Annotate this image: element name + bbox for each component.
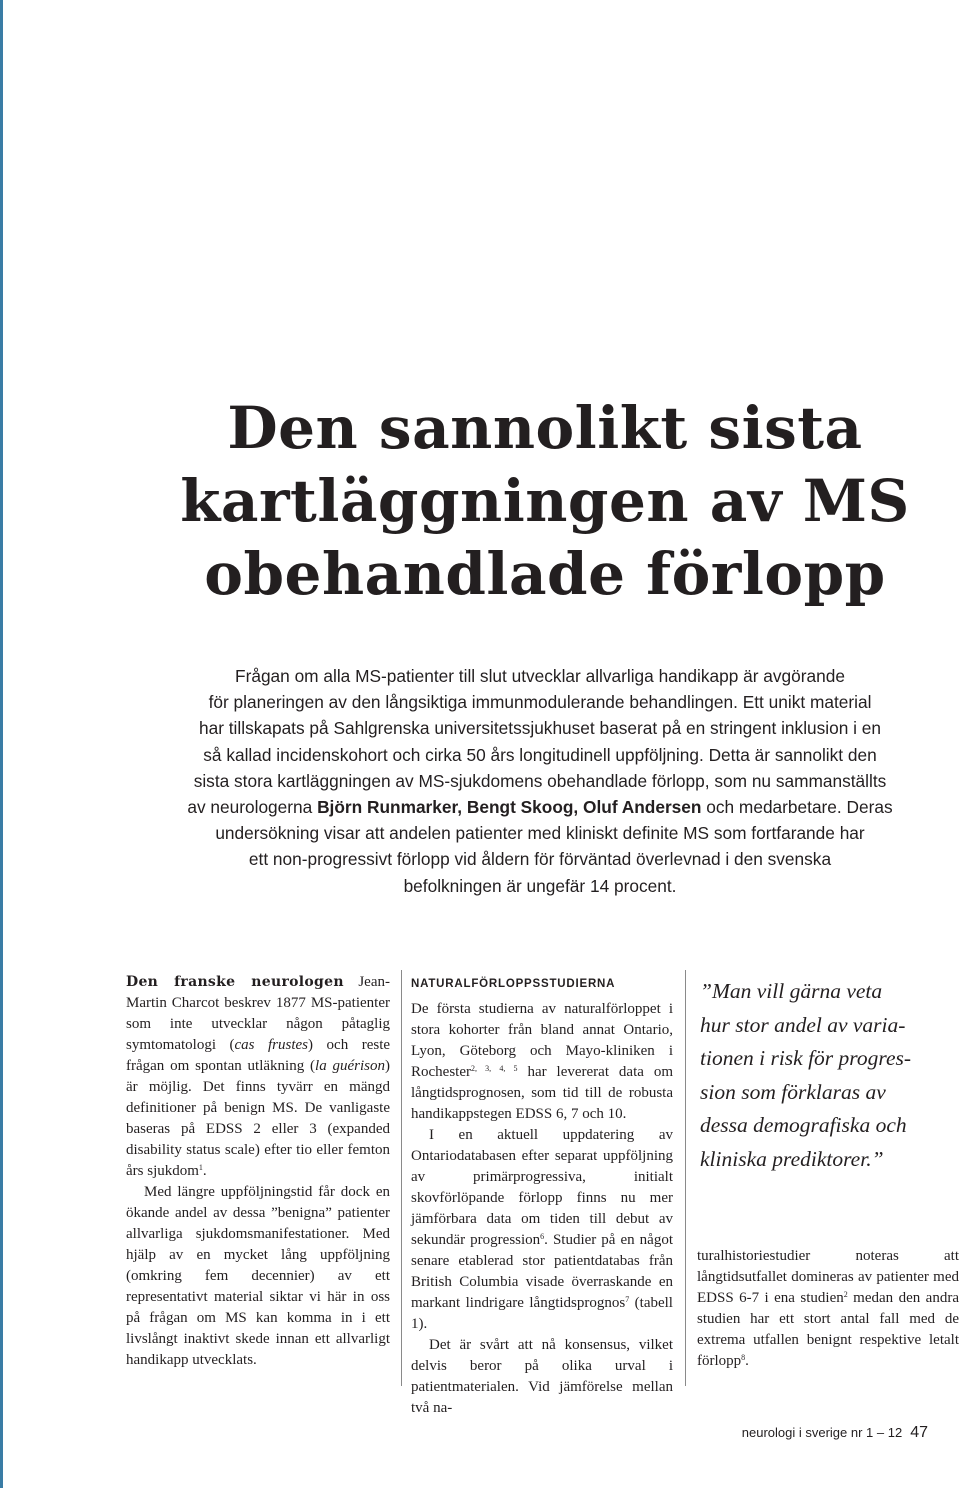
lead-in-text: Den franske neurologen — [126, 974, 344, 990]
body-text: turalhistoriestudier noteras att långtidsutfallet domineras av patienter med EDSS 6-7 i ena studien — [697, 1248, 959, 1306]
quote-line: sion som förklaras av — [700, 1079, 886, 1104]
title-line-1: Den sannolikt sista — [227, 394, 863, 462]
lead-line: för planeringen av den långsiktiga immunmodulerande behandlingen. Ett unikt material — [208, 692, 872, 713]
article-title — [150, 392, 940, 611]
lead-line: Frågan om alla MS-patienter till slut utvecklar allvarliga handikapp är avgörande — [235, 666, 845, 686]
pull-quote — [700, 975, 948, 1176]
body-column-2 — [411, 972, 673, 1419]
body-text: I en aktuell uppdatering av Ontariodatabasen efter separat uppföljning av primärprogressiva, initialt skovförlöpande förlopp finns nu mer jämförbara data om tiden till debut av sekundär progression — [411, 1127, 673, 1248]
body-text: ) är möjlig. Det finns tyvärr en mängd definitioner på benign MS. De vanligaste baseras på EDSS 2 eller 3 (expanded disability status scale) efter tio eller femton års sjukdom — [126, 1058, 391, 1179]
reference-superscript: 8 — [741, 1353, 746, 1362]
body-text: har levererat data om långtidsprognosen, som tid till de robusta handikappstegen EDSS 6, 7 och 10. — [411, 1064, 674, 1122]
body-text: (tabell 1). — [411, 1295, 673, 1332]
reference-superscript: 2, 3, 4, 5 — [470, 1064, 518, 1073]
lead-paragraph — [130, 663, 950, 899]
section-subheading: NATURALFÖRLOPPSSTUDIERNA — [411, 978, 616, 990]
page-number: 47 — [910, 1424, 928, 1441]
lead-line: ett non-progressivt förlopp vid åldern för förväntad överlevnad i den svenska — [248, 849, 832, 870]
quote-line: ”Man vill gärna veta — [700, 979, 883, 1003]
reference-superscript: 6 — [540, 1232, 545, 1241]
lead-line: så kallad incidenskohort och cirka 50 års longitudinell uppföljning. Detta är sannolikt den — [203, 744, 877, 765]
body-text: . Studier på en något senare etablerad stor patientdatabas från British Columbia visade överraskande en markant lindrigare långtidsprognos — [411, 1232, 673, 1311]
lead-line: undersökning visar att andelen patienter med kliniskt definite MS som fortfarande har — [215, 823, 865, 844]
body-text: . — [745, 1353, 749, 1369]
reference-superscript: 1 — [198, 1163, 203, 1172]
page-footer — [742, 1424, 928, 1442]
body-text: . — [202, 1163, 207, 1179]
quote-line: kliniska prediktorer.” — [700, 1146, 884, 1171]
lead-line-authors — [130, 794, 950, 820]
quote-line: dessa demografiska och — [700, 1113, 907, 1137]
lead-line: sista stora kartläggningen av MS-sjukdomens obehandlade förlopp, som nu sammanställts — [193, 770, 887, 791]
body-paragraph — [411, 999, 673, 1125]
body-column-3 — [697, 1246, 959, 1372]
column-divider — [401, 970, 402, 1386]
lead-text: av neurologerna — [187, 797, 318, 818]
body-column-1 — [126, 972, 390, 1371]
body-text: medan den andra studien har ett stort antal fall med de extrema utfallen benignt respektive letalt förlopp — [697, 1290, 959, 1369]
body-text: De första studierna av naturalförloppet i stora kohorter från bland annat Ontario, Lyon, Göteborg och Mayo-kliniken i Rochester — [411, 1001, 673, 1080]
body-paragraph — [126, 972, 390, 1182]
body-paragraph — [411, 1125, 673, 1335]
body-text: Jean-Martin Charcot beskrev 1877 MS-patienter som inte utvecklar någon påtaglig symtomatologi ( — [126, 974, 390, 1053]
column-divider — [685, 970, 686, 1386]
journal-name: neurologi i sverige nr 1 – 12 — [741, 1425, 903, 1440]
quote-line: hur stor andel av varia- — [700, 1012, 906, 1037]
lead-text: och medarbetare. Deras — [701, 797, 893, 818]
reference-superscript: 2 — [843, 1290, 848, 1299]
lead-line: befolkningen är ungefär 14 procent. — [403, 875, 677, 896]
body-paragraph: Det är svårt att nå konsensus, vilket delvis beror på olika urval i patientmaterialen. Vid jämförelse mellan två na- — [411, 1337, 673, 1416]
title-line-3: obehandlade förlopp — [204, 540, 886, 608]
lead-line: har tillskapats på Sahlgrenska universitetssjukhuset baserat på en stringent inklusion i en — [198, 718, 882, 739]
left-accent-bar — [0, 0, 3, 1488]
body-paragraph: Med längre uppföljningstid får dock en ökande andel av dessa ”benigna” patienter allvarliga sjukdomsmanifestationer. Med hjälp av en mycket lång uppföljning (omkring fem decennier) av ett representativt material siktar vi här in oss på frågan om MS kan komma in i ett livslångt inaktivt skede innan ett allvarligt handikapp utvecklats. — [126, 1184, 390, 1368]
author-names: Björn Runmarker, Bengt Skoog, Oluf Andersen — [317, 797, 702, 818]
quote-line: tionen i risk för progres- — [700, 1046, 912, 1070]
reference-superscript: 7 — [625, 1295, 630, 1304]
body-text: ) och reste frågan om spontan utläkning ( — [126, 1037, 391, 1074]
title-line-2: kartläggningen av MS — [180, 467, 910, 535]
italic-term: cas frustes — [234, 1037, 309, 1053]
body-paragraph — [697, 1246, 959, 1372]
italic-term: la guérison — [315, 1058, 386, 1074]
